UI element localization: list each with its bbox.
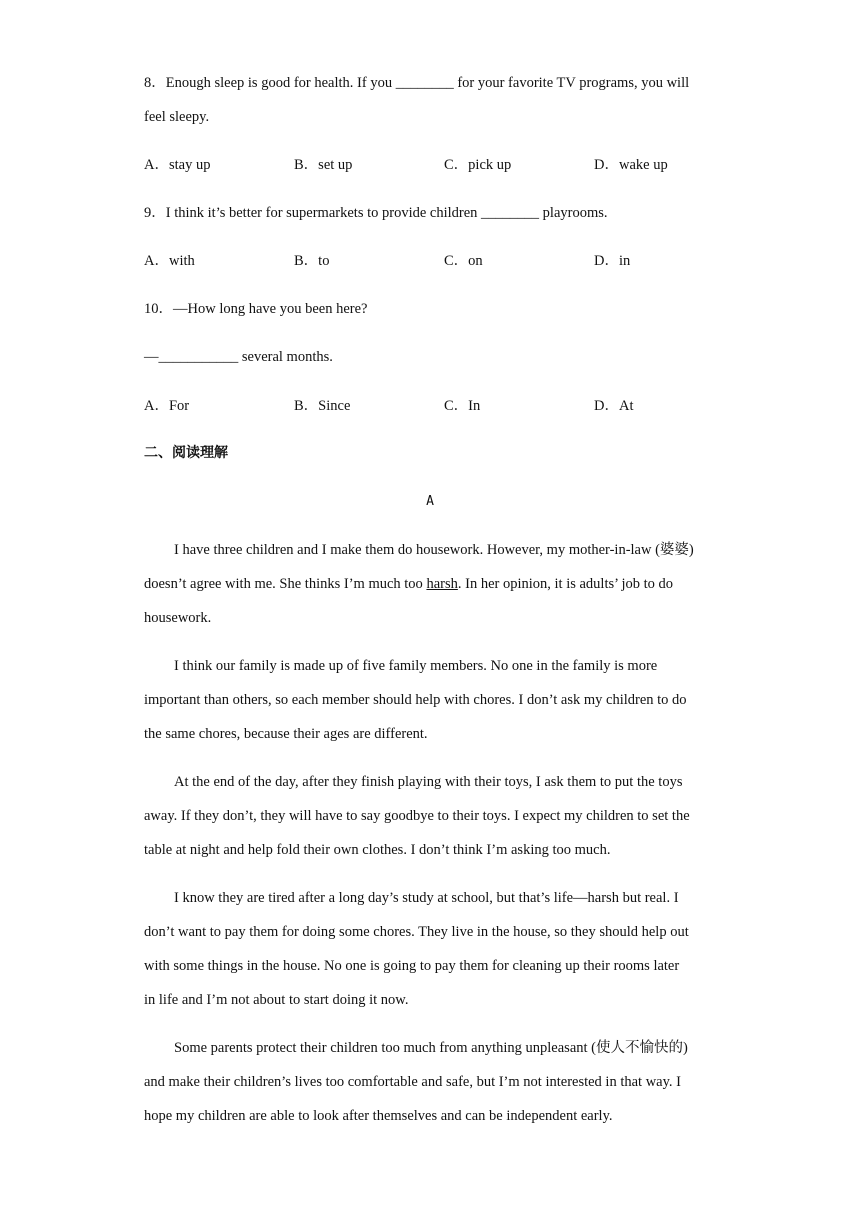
question-9-option-b: B．to (294, 253, 330, 269)
question-8-option-a: A．stay up (144, 157, 211, 173)
question-10-option-c: C．In (444, 398, 481, 414)
paragraph-4-line-3: with some things in the house. No one is going to pay them for cleaning up their rooms later (144, 958, 680, 974)
paragraph-3-line-3: table at night and help fold their own clothes. I don’t think I’m asking too much. (144, 842, 611, 858)
paragraph-2-line-1: I think our family is made up of five family members. No one in the family is more (174, 658, 658, 674)
question-9-option-c: C．on (444, 253, 483, 269)
paragraph-1-line-1: I have three children and I make them do housework. However, my mother-in-law (婆婆) (174, 542, 694, 558)
question-10-option-b: B．Since (294, 398, 351, 414)
question-10-option-d: D．At (594, 398, 634, 414)
paragraph-1-line-3: housework. (144, 610, 212, 626)
question-10-answer-line: —___________ several months. (144, 349, 333, 365)
paragraph-3-line-1: At the end of the day, after they finish playing with their toys, I ask them to put the toys (174, 774, 683, 790)
paragraph-5-line-1: Some parents protect their children too much from anything unpleasant (使人不愉快的) (174, 1040, 688, 1056)
paragraph-5-line-2: and make their children’s lives too comfortable and safe, but I’m not interested in that way. I (144, 1074, 682, 1090)
question-9-option-a: A．with (144, 253, 195, 269)
passage-title: A (426, 494, 434, 509)
question-9-stem: 9．I think it’s better for supermarkets to provide children ________ playrooms. (144, 205, 608, 221)
question-9-option-d: D．in (594, 253, 631, 269)
paragraph-2-line-2: important than others, so each member should help with chores. I don’t ask my children to do (144, 692, 687, 708)
underlined-word-harsh: harsh (426, 576, 458, 592)
paragraph-1-line-2-end: . In her opinion, it is adults’ job to do (457, 576, 674, 592)
paragraph-4-line-4: in life and I’m not about to start doing it now. (144, 992, 409, 1008)
question-8-option-d: D．wake up (594, 157, 668, 173)
section-heading: 二、阅读理解 (144, 445, 228, 461)
question-10-stem: 10．—How long have you been here? (144, 301, 368, 317)
paragraph-3-line-2: away. If they don’t, they will have to say goodbye to their toys. I expect my children to set the (144, 808, 690, 824)
paragraph-1-line-2 (144, 575, 673, 593)
question-10-option-a: A．For (144, 398, 190, 414)
question-8-stem: 8．Enough sleep is good for health. If you ________ for your favorite TV programs, you will (144, 75, 690, 91)
question-8-option-c: C．pick up (444, 157, 512, 173)
paragraph-1-line-2-start: doesn’t agree with me. She thinks I’m much too (144, 576, 427, 592)
paragraph-4-line-1: I know they are tired after a long day’s study at school, but that’s life—harsh but real. I (174, 890, 679, 906)
paragraph-4-line-2: don’t want to pay them for doing some chores. They live in the house, so they should help out (144, 924, 689, 940)
paragraph-2-line-3: the same chores, because their ages are different. (144, 726, 428, 742)
question-8-option-b: B．set up (294, 157, 353, 173)
paragraph-5-line-3: hope my children are able to look after themselves and can be independent early. (144, 1108, 613, 1124)
question-8-stem-continued: feel sleepy. (144, 109, 210, 125)
